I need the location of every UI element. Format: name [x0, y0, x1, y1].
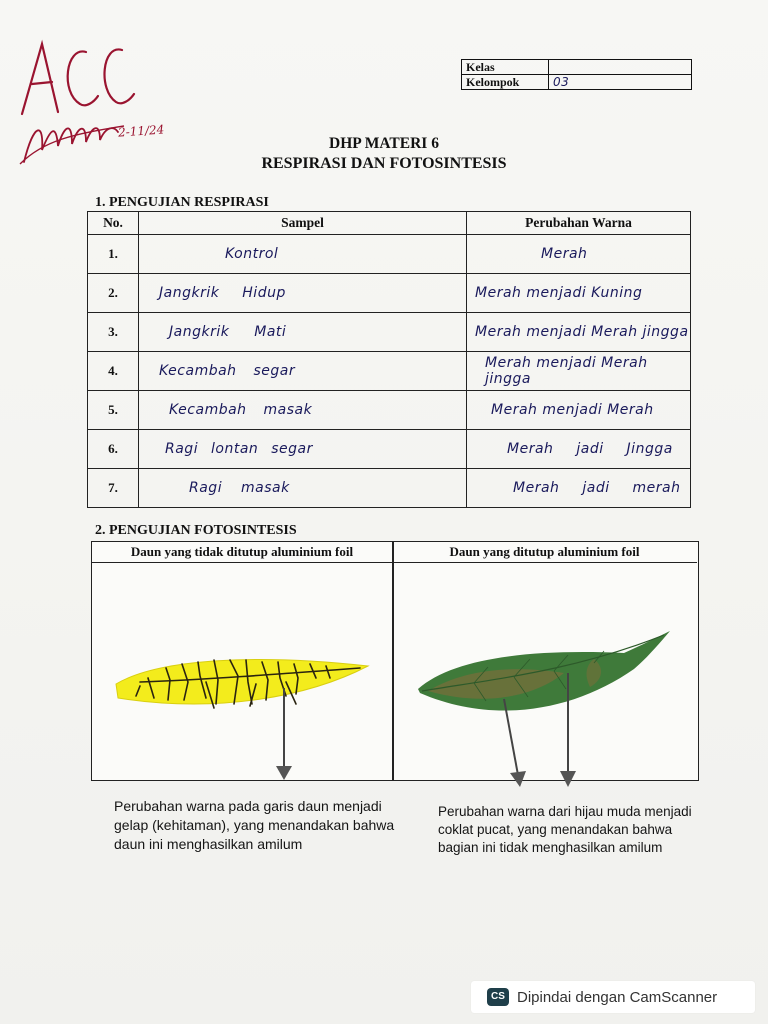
kelompok-value: 03: [549, 75, 692, 90]
sample-cell: Kontrol: [139, 235, 467, 274]
color-change-cell: Merah jadi merah: [467, 469, 691, 508]
table-header-row: [88, 212, 691, 235]
sample-cell: Jangkrik Hidup: [139, 274, 467, 313]
color-change-cell: Merah menjadi Kuning: [467, 274, 691, 313]
kelas-value: [549, 60, 692, 75]
note-covered-leaf: Perubahan warna dari hijau muda menjadi coklat pucat, yang menandakan bahwa bagian ini tidak menghasilkan amilum: [438, 804, 692, 855]
row-number: 1.: [88, 235, 139, 274]
table-row: [88, 352, 691, 391]
sample-cell: Kecambah segar: [139, 352, 467, 391]
table-row: [88, 235, 691, 274]
signature-date: 2-11/24: [117, 122, 165, 140]
column-header-uncovered: Daun yang tidak ditutup aluminium foil: [92, 542, 392, 563]
column-header-sampel: Sampel: [139, 212, 467, 235]
row-number: 6.: [88, 430, 139, 469]
kelas-label: Kelas: [462, 60, 549, 75]
column-header-no: No.: [88, 212, 139, 235]
camscanner-watermark: [471, 981, 755, 1013]
sample-cell: Ragi lontan segar: [139, 430, 467, 469]
note-uncovered-leaf: Perubahan warna pada garis daun menjadi gelap (kehitaman), yang menandakan bahwa daun ini menghasilkan amilum: [114, 798, 395, 852]
sample-cell: Ragi masak: [139, 469, 467, 508]
sample-cell: Jangkrik Mati: [139, 313, 467, 352]
row-number: 7.: [88, 469, 139, 508]
row-number: 3.: [88, 313, 139, 352]
camscanner-icon: CS: [487, 988, 509, 1006]
table-row: [88, 469, 691, 508]
document-subtitle: RESPIRASI DAN FOTOSINTESIS: [261, 155, 507, 172]
color-change-cell: Merah menjadi Merah: [467, 391, 691, 430]
column-header-warna: Perubahan Warna: [467, 212, 691, 235]
class-info-table: [461, 59, 692, 90]
table-row: [88, 274, 691, 313]
green-leaf-image: [414, 627, 674, 792]
camscanner-text: Dipindai dengan CamScanner: [517, 988, 718, 1006]
color-change-cell: Merah menjadi Merah jingga: [467, 352, 691, 391]
row-number: 2.: [88, 274, 139, 313]
photosynthesis-table: [91, 541, 699, 781]
respiration-table: [87, 211, 691, 508]
yellow-leaf-image: [110, 652, 370, 812]
table-row: [88, 430, 691, 469]
row-number: 5.: [88, 391, 139, 430]
row-number: 4.: [88, 352, 139, 391]
color-change-cell: Merah jadi Jingga: [467, 430, 691, 469]
photosynthesis-heading: 2. PENGUJIAN FOTOSINTESIS: [95, 523, 297, 538]
sample-cell: Kecambah masak: [139, 391, 467, 430]
document-title: DHP MATERI 6: [329, 135, 439, 152]
table-row: [88, 313, 691, 352]
column-header-covered: Daun yang ditutup aluminium foil: [392, 542, 697, 563]
color-change-cell: Merah: [467, 235, 691, 274]
column-divider: [392, 542, 394, 780]
color-change-cell: Merah menjadi Merah jingga: [467, 313, 691, 352]
kelompok-label: Kelompok: [462, 75, 549, 90]
table-row: [88, 391, 691, 430]
respiration-heading: 1. PENGUJIAN RESPIRASI: [95, 195, 269, 210]
